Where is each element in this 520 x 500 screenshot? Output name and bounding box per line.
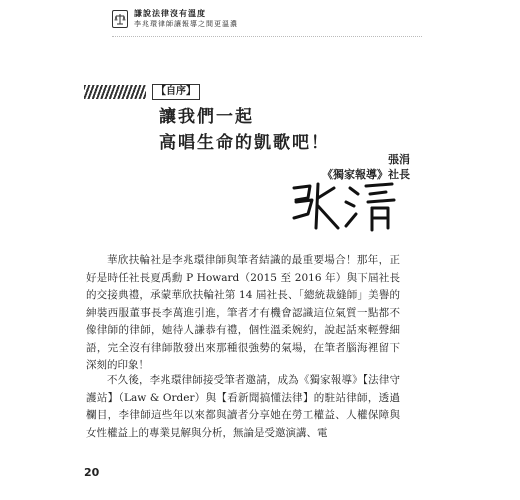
book-title: 謙說法律沒有溫度 (134, 8, 206, 18)
section-tag-strip (84, 84, 200, 100)
title-line-1: 讓我們一起 (159, 107, 254, 127)
running-header (112, 8, 238, 30)
book-subtitle: 李兆環律師讓報導之間更溫濃 (134, 20, 238, 28)
stripe-decoration (84, 85, 146, 99)
handwritten-signature (288, 178, 408, 238)
article-title (159, 104, 330, 156)
body-paragraph-1-block (86, 252, 400, 375)
author-role: 《獨家報導》社長 (322, 168, 410, 181)
author-name: 張涓 (388, 153, 410, 166)
balance-scale-logo-icon (112, 10, 128, 28)
section-tag: 【自序】 (152, 84, 200, 100)
body-paragraph-2-block (86, 372, 400, 442)
body-paragraph-2: 不久後，李兆環律師接受筆者邀請，成為《獨家報導》【法律守護站】（Law & Order）與【看新聞搞懂法律】的駐站律師，透過欄目，李律師這些年以來都與讀者分享她在勞工權益、人權保障與女性權益上的專業見解與分析，無論是受邀演講、電 (86, 374, 400, 439)
header-divider (112, 36, 422, 37)
title-line-2: 高唱生命的凱歌吧！ (159, 133, 330, 153)
page-number: 20 (84, 466, 100, 479)
body-paragraph-1: 華欣扶輪社是李兆環律師與筆者結識的最重要場合！那年，正好是時任社長夏禹勳 P Howard（2015 至 2016 年）與下屆社長的交接典禮，承蒙華欣扶輪社第 14 屆社長、「總統裁縫師」美譽的紳裝西服董事長李萬進引進，筆者才有機會認識這位氣質一點都不像律師的律師，她待人謙恭有禮，個性溫柔婉約，說起話來輕聲細語，完全沒有律師散發出來那種很強勢的氣場，在筆者腦海裡留下深刻的印象！ (86, 254, 400, 371)
